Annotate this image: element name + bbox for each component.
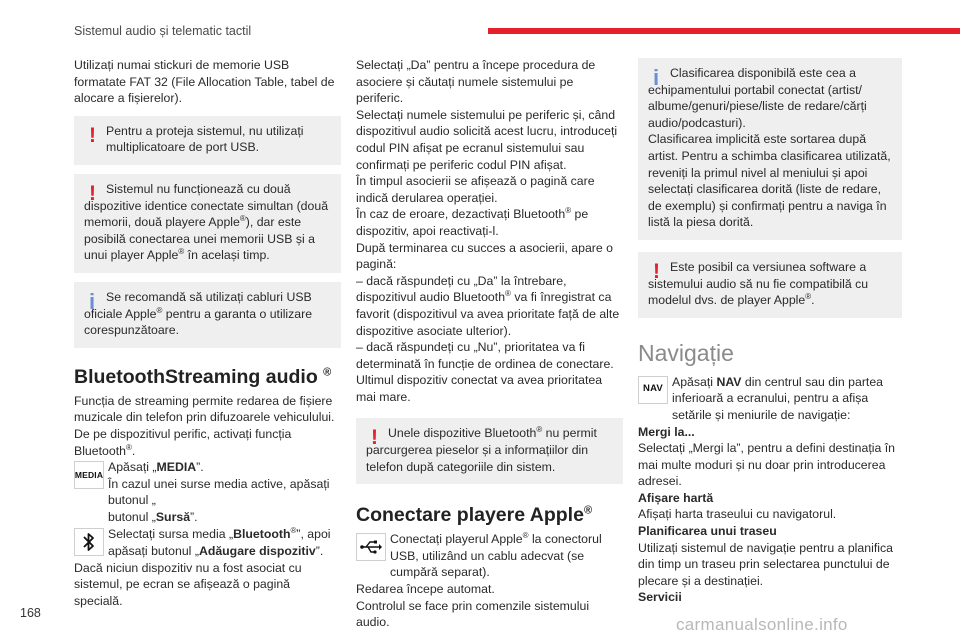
section-heading-apple: Conectare playere Apple® xyxy=(356,504,593,527)
column-left xyxy=(74,57,341,609)
watermark: carmanualsonline.info xyxy=(676,615,848,634)
section-heading-navigation: Navigație xyxy=(638,339,734,366)
info-box-usb-cables xyxy=(74,282,341,348)
nav-instruction xyxy=(638,374,902,424)
pairing-step-2: Selectați numele sistemului pe periferic și, când dispozitivul audio solicită acest lucru, introduceți codul PIN afișat pe ecranul sistemului sau confirmați pe periferic codul PIN afișat. xyxy=(356,107,618,172)
warning-icon: ! xyxy=(371,426,378,450)
show-map-title: Afișare hartă xyxy=(638,490,714,505)
apple-connect-instruction xyxy=(356,531,623,581)
bluetooth-activate-text: De pe dispozitivul perific, activați funcția Bluetooth®. xyxy=(74,426,292,458)
bluetooth-instruction xyxy=(74,526,341,559)
no-device-text: Dacă niciun dispozitiv nu a fost asociat cu sistemul, pe ecran se afișează o pagină specială. xyxy=(74,560,302,608)
info-text-available: Clasificarea disponibilă este cea a echipamentului portabil conectat (artist/ albume/genuri/piese/liste de redare/cărți audio/podcasturi). xyxy=(648,66,867,130)
bluetooth-icon xyxy=(74,528,104,556)
section-heading-bluetooth: BluetoothStreaming audio ® xyxy=(74,365,332,388)
bluetooth-streaming-text: Funcția de streaming permite redarea de fișiere muzicale din telefon prin difuzoarele vehiculului. xyxy=(74,393,335,425)
pairing-step-1: Selectați „Da” pentru a începe procedura de asociere și căutați numele sistemului pe periferic. xyxy=(356,58,596,106)
warning-box-identical-devices xyxy=(74,174,341,273)
warning-text: Sistemul nu funcționează cu două dispozitive identice conectate simultan (două memorii, două playere Apple®), dar este posibilă conectarea unei memorii USB și a unui player Apple® în același timp. xyxy=(84,181,329,263)
warning-icon: ! xyxy=(89,181,96,205)
warning-box-software-version xyxy=(638,252,902,318)
media-instruction-text: Apăsați „MEDIA”. În cazul unei surse media active, apăsați butonul „ xyxy=(108,460,330,508)
media-button-icon: MEDIA xyxy=(74,461,104,489)
info-text: Se recomandă să utilizați cabluri USB oficiale Apple® pentru a garanta o utilizare corespunzătoare. xyxy=(84,289,313,338)
usb-icon xyxy=(356,533,386,561)
services-title: Servicii xyxy=(638,590,682,605)
nav-button-icon: NAV xyxy=(638,376,668,404)
apple-autoplay-text: Redarea începe automat. xyxy=(356,582,495,597)
usb-format-text: Utilizați numai stickuri de memorie USB formatate FAT 32 (File Allocation Table, tabel de alocare a fișierelor). xyxy=(74,58,335,106)
column-right xyxy=(638,58,902,606)
column-middle xyxy=(356,57,623,631)
warning-box-bluetooth-browse xyxy=(356,418,623,484)
warning-box-usb-hub xyxy=(74,116,341,165)
media-instruction xyxy=(74,459,341,525)
pairing-yes-text: – dacă răspundeți cu „Da” la întrebare, dispozitivul audio Bluetooth® va fi înregistrat ca favorit (dispozitivul va avea prioritate față de alte dispozitive asociate ulterior). xyxy=(356,273,620,338)
info-icon: i xyxy=(653,65,660,90)
apple-connect-text: Conectați playerul Apple® la conectorul USB, utilizând un cablu adecvat (se cumpără separat). xyxy=(390,531,602,580)
warning-text: Unele dispozitive Bluetooth® nu permit parcurgerea pieselor și a informațiilor din telefon după categoriile din sistem. xyxy=(366,425,597,474)
warning-icon: ! xyxy=(653,259,660,283)
nav-instruction-text: Apăsați NAV din centrul sau din partea inferioară a ecranului, pentru a afișa setările și meniurile de navigație: xyxy=(672,374,884,422)
header-accent-bar xyxy=(488,28,960,34)
pairing-success-text: După terminarea cu succes a asocierii, apare o pagină: xyxy=(356,240,613,272)
route-planning-text: Utilizați sistemul de navigație pentru a planifica din timp un traseu prin selectarea punctului de plecare și a destinației. xyxy=(638,540,893,588)
pairing-error-text: În caz de eroare, dezactivați Bluetooth® pe dispozitiv, apoi reactivați-l. xyxy=(356,206,589,238)
page-number: 168 xyxy=(20,606,41,620)
info-box-classification xyxy=(638,58,902,240)
apple-control-text: Controlul se face prin comenzile sistemului audio. xyxy=(356,598,590,630)
info-text-default: Clasificarea implicită este sortarea după artist. Pentru a schimba clasificarea utilizată, reveniți la primul nivel al meniului și apoi selectați clasificarea dorită (liste de redare, de exemplu) și confirmați pentru a naviga în listă la piesa dorită. xyxy=(648,132,891,230)
warning-text: Este posibil ca versiunea software a sistemului audio să nu fie compatibilă cu modelul dvs. de player Apple®. xyxy=(648,259,869,308)
goto-text: Selectați „Mergi la”, pentru a defini destinația în mai multe moduri și nu doar prin introducerea adresei. xyxy=(638,441,896,489)
info-icon: i xyxy=(89,288,96,314)
goto-title: Mergi la... xyxy=(638,424,695,439)
header-title: Sistemul audio și telematic tactil xyxy=(74,24,252,38)
media-source-text: butonul „Sursă”. xyxy=(108,509,198,524)
bluetooth-select-text: Selectați sursa media „Bluetooth®”, apoi apăsați butonul „Adăugare dispozitiv”. xyxy=(108,526,331,559)
warning-icon: ! xyxy=(89,123,96,147)
pairing-no-text: – dacă răspundeți cu „Nu”, prioritatea va fi determinată în funcție de ordinea de conectare. Ultimul dispozitiv conectat va avea prioritatea mai mare. xyxy=(356,340,614,404)
pairing-step-3: În timpul asocierii se afișează o pagină care indică derularea operației. xyxy=(356,174,595,205)
route-planning-title: Planificarea unui traseu xyxy=(638,524,777,539)
warning-text: Pentru a proteja sistemul, nu utilizați multiplicatoare de port USB. xyxy=(106,123,304,155)
show-map-text: Afișați harta traseului cu navigatorul. xyxy=(638,507,837,522)
